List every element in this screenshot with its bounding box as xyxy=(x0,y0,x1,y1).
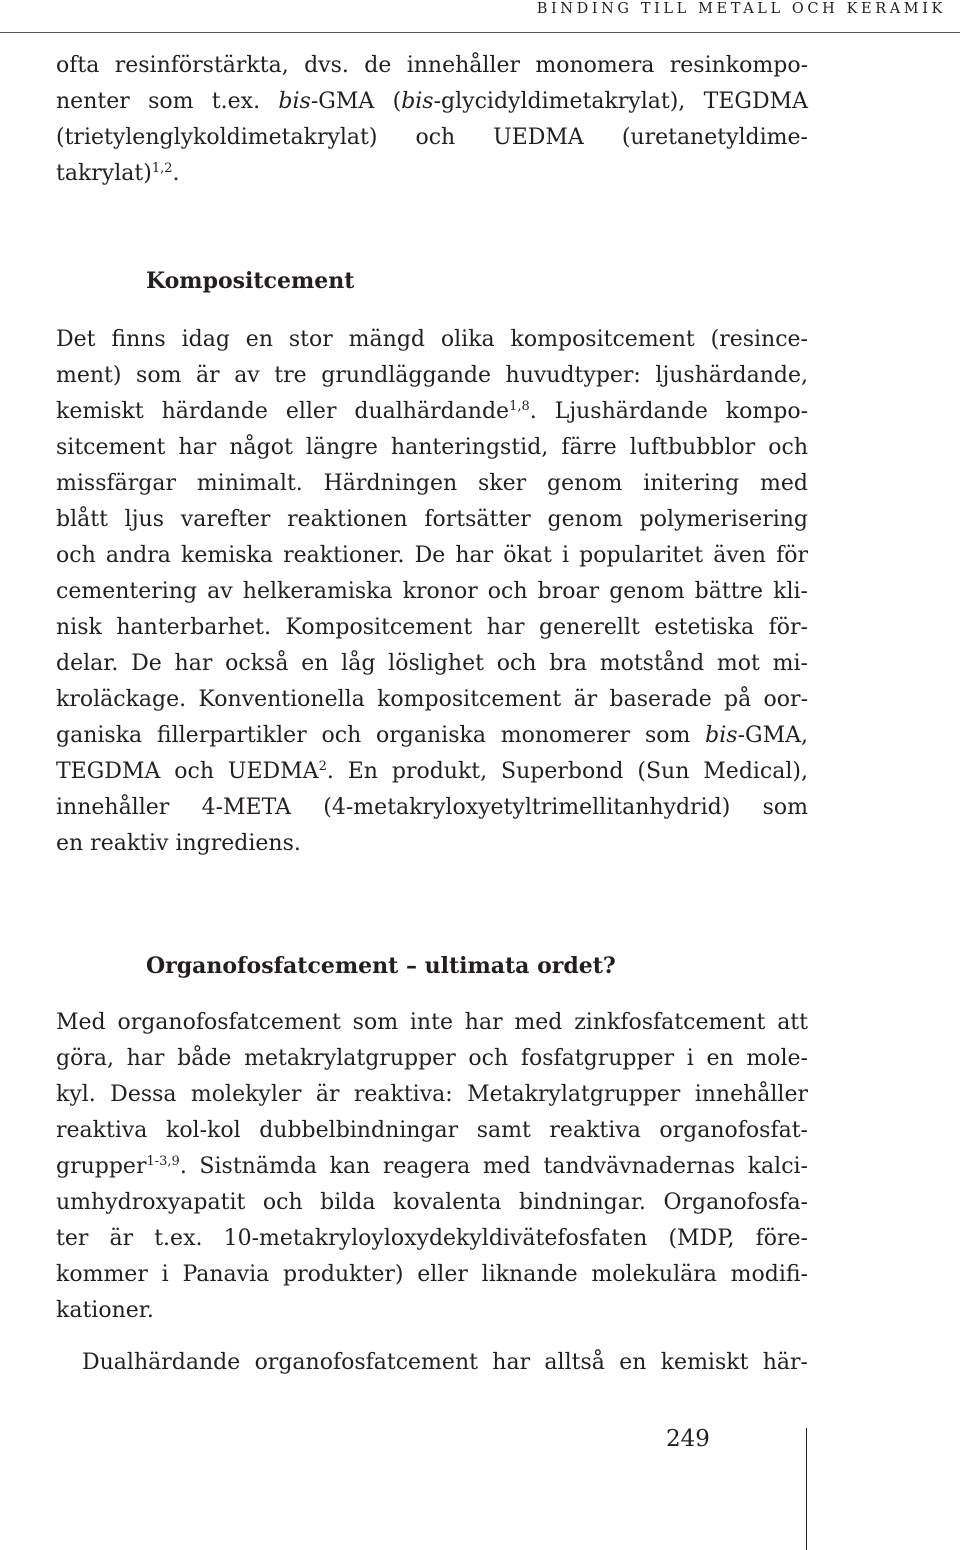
text-run: sitcement har något längre hanteringstid, färre luftbubblor och xyxy=(56,435,808,460)
text-run: innehåller 4-META (4-metakryloxyetyltrimellitanhydrid) som xyxy=(56,795,808,820)
text-line xyxy=(56,1077,808,1113)
section-heading-kompositcement: Kompositcement xyxy=(146,268,355,294)
text-run: kyl. Dessa molekyler är reaktiva: Metakrylatgrupper innehåller xyxy=(56,1082,808,1107)
text-run: nenter som t.ex. xyxy=(56,89,279,114)
text-line xyxy=(56,1185,808,1221)
text-line xyxy=(56,610,808,646)
text-run: en reaktiv ingrediens. xyxy=(56,831,301,856)
text-run: kommer i Panavia produkter) eller liknande molekulära modifi- xyxy=(56,1262,808,1287)
text-line xyxy=(56,156,808,192)
text-run: -GMA, xyxy=(737,723,808,748)
text-run: ganiska fillerpartikler och organiska monomerer som xyxy=(56,723,706,748)
text-run: takrylat) xyxy=(56,161,152,186)
text-run: . Sistnämda kan reagera med tandvävnadernas kalci- xyxy=(179,1154,808,1179)
organofosfatcement-paragraph xyxy=(56,1005,808,1329)
text-run: . xyxy=(172,161,180,186)
reference-superscript: 1-3,9 xyxy=(146,1154,180,1169)
text-line xyxy=(56,574,808,610)
text-line xyxy=(56,718,808,754)
text-run: . Ljushärdande kompo- xyxy=(529,399,808,424)
text-run: Det finns idag en stor mängd olika kompositcement (resince- xyxy=(56,327,808,352)
text-run: och andra kemiska reaktioner. De har ökat i popularitet även för xyxy=(56,543,808,568)
text-line xyxy=(56,538,808,574)
text-run: (trietylenglykoldimetakrylat) och UEDMA (uretanetyldime- xyxy=(56,125,808,150)
text-run: cementering av helkeramiska kronor och broar genom bättre kli- xyxy=(56,579,808,604)
text-line xyxy=(56,682,808,718)
text-run: göra, har både metakrylatgrupper och fosfatgrupper i en mole- xyxy=(56,1046,808,1071)
text-line xyxy=(56,84,808,120)
text-run: kemiskt härdande eller dualhärdande xyxy=(56,399,510,424)
italic-term: bis xyxy=(705,723,738,748)
text-run: grupper xyxy=(56,1154,147,1179)
text-run: delar. De har också en låg löslighet och bra motstånd mot mi- xyxy=(56,651,808,676)
text-line xyxy=(56,1257,808,1293)
text-line xyxy=(56,1113,808,1149)
header-rule xyxy=(0,32,960,33)
text-line xyxy=(56,790,808,826)
dualhardande-paragraph xyxy=(56,1345,808,1381)
text-line xyxy=(56,358,808,394)
text-run: nisk hanterbarhet. Kompositcement har generellt estetiska för- xyxy=(56,615,808,640)
text-run: reaktiva kol-kol dubbelbindningar samt reaktiva organofosfat- xyxy=(56,1118,808,1143)
text-run: kationer. xyxy=(56,1298,154,1323)
text-line xyxy=(56,1345,808,1381)
text-line xyxy=(56,48,808,84)
text-run: umhydroxyapatit och bilda kovalenta bindningar. Organofosfa- xyxy=(56,1190,808,1215)
kompositcement-paragraph xyxy=(56,322,808,862)
italic-term: bis xyxy=(278,89,311,114)
text-line xyxy=(56,754,808,790)
running-header: BINDING TILL METALL OCH KERAMIK xyxy=(536,1,946,17)
text-line xyxy=(56,502,808,538)
intro-paragraph xyxy=(56,48,808,192)
reference-superscript: 1,8 xyxy=(509,399,530,414)
text-run: ment) som är av tre grundläggande huvudtyper: ljushärdande, xyxy=(56,363,808,388)
text-line xyxy=(56,120,808,156)
page-number: 249 xyxy=(666,1426,710,1452)
reference-superscript: 2 xyxy=(318,759,327,774)
text-run: ofta resinförstärkta, dvs. de innehåller monomera resinkompo- xyxy=(56,53,808,78)
text-line xyxy=(56,430,808,466)
text-run: ter är t.ex. 10-metakryloyloxydekyldivätefosfaten (MDP, före- xyxy=(56,1226,808,1251)
text-line xyxy=(56,826,808,862)
text-line xyxy=(56,1041,808,1077)
text-line xyxy=(56,1149,808,1185)
italic-term: bis xyxy=(401,89,434,114)
text-run: TEGDMA och UEDMA xyxy=(56,759,319,784)
text-run: . En produkt, Superbond (Sun Medical), xyxy=(326,759,808,784)
text-run: missfärgar minimalt. Härdningen sker genom initering med xyxy=(56,471,808,496)
text-run: Dualhärdande organofosfatcement har alltså en kemiskt här- xyxy=(82,1350,808,1375)
reference-superscript: 1,2 xyxy=(151,161,173,176)
text-line xyxy=(56,1005,808,1041)
text-line xyxy=(56,646,808,682)
text-line xyxy=(56,322,808,358)
text-line xyxy=(56,466,808,502)
text-run: -glycidyldimetakrylat), TEGDMA xyxy=(433,89,808,114)
text-run: kroläckage. Konventionella kompositcement är baserade på oor- xyxy=(56,687,808,712)
section-heading-organofosfatcement: Organofosfatcement – ultimata ordet? xyxy=(146,953,616,979)
text-run: -GMA ( xyxy=(310,89,402,114)
text-line xyxy=(56,394,808,430)
text-line xyxy=(56,1221,808,1257)
text-line xyxy=(56,1293,808,1329)
text-run: blått ljus varefter reaktionen fortsätter genom polymerisering xyxy=(56,507,808,532)
text-run: Med organofosfatcement som inte har med zinkfosfatcement att xyxy=(56,1010,808,1035)
page-number-rule xyxy=(806,1428,807,1550)
